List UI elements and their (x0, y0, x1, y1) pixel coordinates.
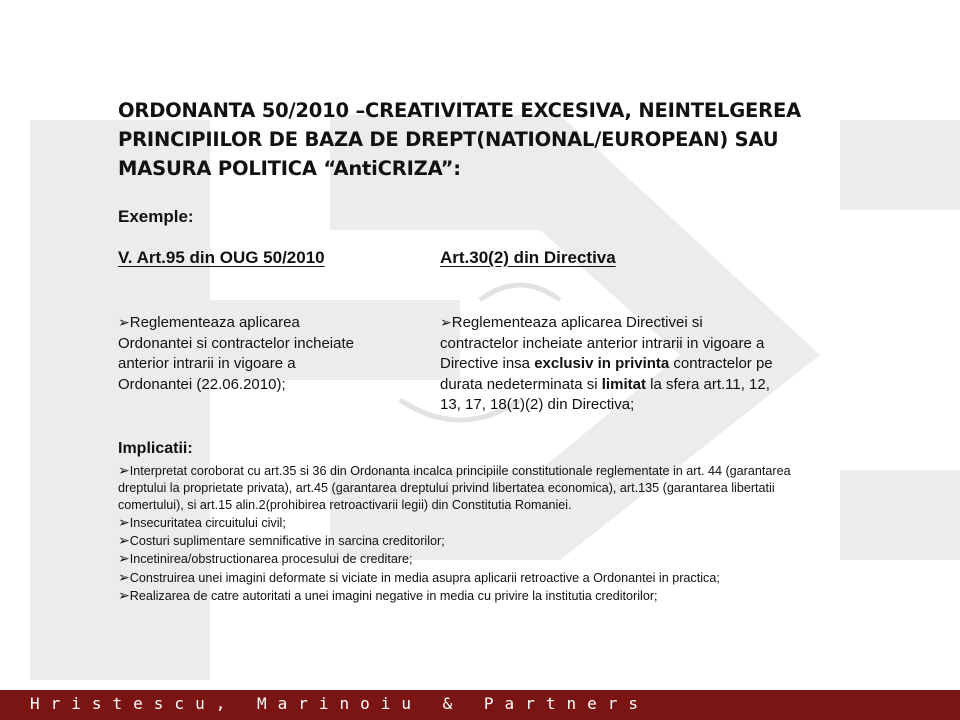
right-column-body-2: contractelor pe durata nedeterminata si (440, 355, 773, 393)
arrow-bullet-icon: ➢ (118, 586, 130, 603)
arrow-bullet-icon: ➢ (118, 514, 130, 531)
list-item: ➢Insecuritatea circuitului civil; (118, 514, 286, 531)
list-item: ➢Construirea unei imagini deformate si viciate in media asupra aplicarii retroactive a Ordonantei in practica; (118, 568, 720, 585)
list-item: ➢Incetinirea/obstructionarea procesului de creditare; (118, 550, 413, 567)
list-item: ➢Interpretat coroborat cu art.35 si 36 din Ordonanta incalca principiile constitutionale reglementate in art. 44 (garantarea dreptului la proprietate privata), art.45 (garantarea dreptului privind libertatea economica), art.135 (garantarea libertatii comertului), si art.15 alin.2(prohibirea retroactivarii legii) din Constitutia Romaniei. (118, 462, 791, 513)
arrow-bullet-icon: ➢ (118, 532, 130, 549)
right-column-emphasis-1: exclusiv in privinta (534, 355, 670, 372)
list-item: ➢Realizarea de catre autoritati a unei imagini negative in media cu privire la institutia creditorilor; (118, 586, 658, 603)
arrow-bullet-icon: ➢ (118, 314, 130, 330)
arrow-bullet-icon: ➢ (118, 568, 130, 585)
footer-bar (0, 690, 960, 720)
left-column-body: Reglementeaza aplicarea Ordonantei si contractelor incheiate anterior intrarii in vigoare a Ordonantei (22.06.2010); (118, 314, 354, 393)
implicatii-list (118, 462, 818, 605)
list-item: ➢Costuri suplimentare semnificative in sarcina creditorilor; (118, 532, 445, 549)
arrow-bullet-icon: ➢ (118, 462, 130, 478)
arrow-bullet-icon: ➢ (118, 550, 130, 567)
left-column-text (118, 312, 358, 395)
right-column-body-1: Reglementeaza aplicarea Directivei si contractelor incheiate anterior intrarii in vigoare a Directive insa (440, 314, 765, 372)
implicatii-label: Implicatii: (118, 440, 193, 457)
right-column-emphasis-2: limitat (601, 375, 646, 393)
exemple-label: Exemple: (118, 207, 194, 226)
right-column-body-3: la sfera art.11, 12, 13, 17, 18(1)(2) din Directiva; (440, 375, 770, 413)
footer-firm-name: Hristescu, Marinoiu & Partners (30, 694, 649, 713)
right-column-text (440, 312, 785, 416)
arrow-bullet-icon: ➢ (440, 314, 452, 330)
slide-title: ORDONANTA 50/2010 –CREATIVITATE EXCESIVA, NEINTELGEREA PRINCIPIILOR DE BAZA DE DREPT(NATIONAL/EUROPEAN) SAU MASURA POLITICA “AntiCRIZA”: (118, 99, 801, 180)
right-column-heading: Art.30(2) din Directiva (440, 248, 616, 267)
left-column-heading: V. Art.95 din OUG 50/2010 (118, 248, 325, 267)
